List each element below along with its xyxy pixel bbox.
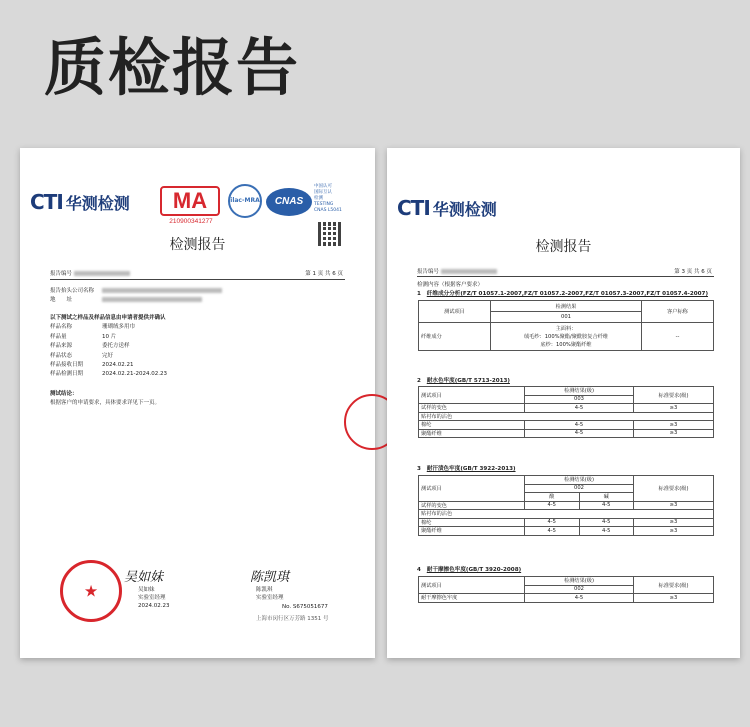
cell: 4-5: [579, 501, 634, 510]
section-num: 4: [417, 567, 421, 573]
col-header: 检测结果(级): [525, 476, 634, 485]
row-label: 棉纶: [419, 421, 525, 430]
table-row: [419, 412, 714, 421]
fiber-line: 底纱：100%聚酯纤维: [540, 341, 592, 348]
report-no: [50, 269, 130, 277]
cma-number: 210900341277: [169, 218, 213, 225]
water-fastness-table: [418, 386, 714, 438]
field-key: 样品状态: [50, 352, 73, 359]
ilac-text: ilac-MRA: [230, 197, 260, 204]
cell: ≥3: [634, 429, 714, 438]
signature-1: 吴如妹: [124, 570, 164, 585]
cell: ≥3: [634, 527, 714, 536]
fiber-result: [491, 323, 642, 351]
field-key: 样品检测日期: [50, 371, 84, 378]
row-label: 纤维成分: [419, 323, 491, 351]
col-header: 标准要求(级): [634, 577, 714, 594]
section-title-text: 纤维成分分析(FZ/T 01057.1-2007,FZ/T 01057.2-2007,FZ/T 01057.3-2007,FZ/T 01057.4-2007): [426, 291, 709, 297]
cell: ≥3: [634, 594, 714, 603]
field-value: 2024.02.21: [102, 362, 134, 369]
table-row: [419, 429, 714, 438]
page-heading: 质检报告: [44, 31, 301, 104]
section-title-text: 耐干摩擦色牢度(GB/T 3920-2008): [426, 567, 522, 573]
sample-id: 002: [525, 484, 634, 493]
section-num: 3: [417, 466, 421, 472]
cnas-line: CNAS L5041: [314, 208, 342, 213]
field-key: 样品名称: [50, 324, 73, 331]
cnas-logo-icon: CNAS: [266, 188, 312, 216]
cell: 4-5: [525, 421, 634, 430]
signer-2-name: 陈凯琪: [256, 587, 273, 593]
cnas-small-text: [314, 184, 342, 214]
cell: 4-5: [579, 527, 634, 536]
cell: ≥3: [634, 404, 714, 413]
section-3-title: [417, 464, 516, 472]
col-header: 测试项目: [419, 387, 525, 404]
sample-id: 003: [525, 395, 634, 404]
field-value: 2024.02.21-2024.02.23: [102, 371, 167, 378]
field-key: 样品来源: [50, 343, 73, 350]
table-row: [419, 594, 714, 603]
col-header: 客户标称: [642, 301, 714, 323]
field-value: 完好: [102, 352, 114, 359]
table-row: [419, 527, 714, 536]
cell: ≥3: [634, 518, 714, 527]
col-header: 检测结果(级): [525, 387, 634, 396]
report-results-page: [387, 148, 740, 658]
col-header: 检测结果: [491, 301, 642, 312]
page-info: 第 3 页 共 6 页: [674, 269, 712, 275]
col-header: 酸: [525, 493, 580, 502]
sample-id: 002: [525, 585, 634, 594]
signer-2-block: [256, 586, 284, 602]
report-no-label: 报告编号: [417, 269, 440, 275]
signer-2-role: 实验室经理: [256, 595, 284, 601]
page-info: 第 1 页 共 6 页: [305, 271, 343, 277]
report-title: 检测报告: [535, 239, 592, 255]
dry-rub-fastness-table: [418, 576, 714, 603]
row-label: 聚酯纤维: [419, 429, 525, 438]
signer-1-block: [138, 586, 170, 610]
cell: ≥3: [634, 421, 714, 430]
table-row: [419, 421, 714, 430]
field-row: [50, 342, 167, 351]
cti-logo: [30, 190, 130, 214]
content-label: 检测内容（根据客户要求）: [417, 282, 484, 288]
cnas-line: 国际互认: [314, 190, 332, 195]
field-value: 10 片: [102, 333, 117, 340]
sample-info: [50, 314, 167, 380]
sample-notice: 以下测试之样品及样品信息由申请者提供并确认: [50, 315, 166, 321]
row-label: 贴衬布的沾色: [419, 510, 714, 519]
cma-logo-icon: MA: [160, 186, 220, 216]
address-label: 地 址: [50, 297, 73, 304]
report-no: [417, 267, 497, 275]
fiber-line: 绒毛纱：100%聚酯/聚酰胺复合纤维: [523, 333, 609, 340]
client-info: [50, 287, 222, 306]
cell: 4-5: [525, 518, 580, 527]
signer-1-date: 2024.02.23: [138, 603, 170, 609]
ilac-mra-icon: [228, 184, 262, 218]
section-num: 1: [417, 291, 421, 297]
sample-id: 001: [491, 312, 642, 323]
table-row: [419, 501, 714, 510]
divider: [50, 279, 345, 280]
cell: ≥3: [634, 501, 714, 510]
table-row: [419, 404, 714, 413]
logo-cn-text: 华测检测: [65, 194, 130, 213]
cell: 4-5: [525, 501, 580, 510]
cell: 4-5: [525, 429, 634, 438]
field-row: [50, 323, 167, 332]
cell: 4-5: [525, 404, 634, 413]
field-key: 样品接收日期: [50, 362, 84, 369]
section-2-title: [417, 376, 510, 384]
row-label: 试样的变色: [419, 404, 525, 413]
row-label: 棉纶: [419, 518, 525, 527]
field-value: 委托方送样: [102, 343, 130, 350]
report-cover-page: [20, 148, 375, 658]
section-title-text: 耐汗渍色牢度(GB/T 3922-2013): [426, 466, 516, 472]
conclusion-text: 根据客户的申请要求，具体要求详见下一页。: [50, 400, 161, 407]
footer-address: 上海市闵行区万芳路 1351 号: [256, 616, 329, 622]
perspiration-fastness-table: [418, 475, 714, 536]
company-seal-icon: ★: [60, 560, 122, 622]
cell: 4-5: [525, 594, 634, 603]
cell: 4-5: [579, 518, 634, 527]
logo-cn-text: 华测检测: [432, 200, 497, 219]
signer-1-name: 吴如妹: [138, 587, 155, 593]
cnas-line: TESTING: [314, 202, 334, 207]
col-header: 测试项目: [419, 476, 525, 502]
document-number: No. S675051677: [282, 604, 328, 610]
cell: 4-5: [525, 527, 580, 536]
signer-1-role: 实验室经理: [138, 595, 166, 601]
col-header: 检测结果(级): [525, 577, 634, 586]
cnas-line: 中国认可: [314, 184, 332, 189]
divider: [417, 276, 714, 277]
conclusion: [50, 390, 160, 409]
client-value: --: [642, 323, 714, 351]
field-row: [50, 352, 167, 361]
signature-2: 陈凯琪: [250, 570, 290, 585]
cnas-line: 检测: [314, 196, 323, 201]
row-label: 耐干摩擦色牢度: [419, 594, 525, 603]
section-title-text: 耐水色牢度(GB/T 5713-2013): [426, 378, 510, 384]
table-row: [419, 510, 714, 519]
logo-cti-text: CTI: [30, 190, 63, 214]
col-header: 标准要求(级): [634, 387, 714, 404]
row-label: 试样的变色: [419, 501, 525, 510]
row-label: 聚酯纤维: [419, 527, 525, 536]
cti-logo: [397, 196, 497, 220]
cma-mark: [160, 186, 222, 225]
report-no-label: 报告编号: [50, 271, 73, 277]
client-label: 报告抬头公司名称: [50, 288, 95, 294]
section-4-title: [417, 565, 521, 573]
section-num: 2: [417, 378, 421, 384]
field-row: [50, 361, 167, 370]
field-key: 样品量: [50, 333, 67, 340]
field-row: [50, 333, 167, 342]
section-1-title: [417, 289, 708, 297]
logo-cti-text: CTI: [397, 196, 430, 220]
fiber-table: [418, 300, 714, 351]
col-header: 标准要求(级): [634, 476, 714, 502]
report-title: 检测报告: [169, 237, 226, 253]
conclusion-label: 测试结论：: [50, 391, 78, 397]
col-header: 碱: [579, 493, 634, 502]
table-row: [419, 518, 714, 527]
col-header: 测试项目: [419, 577, 525, 594]
field-row: [50, 370, 167, 379]
fiber-line: 主面料：: [555, 325, 577, 332]
field-value: 珊瑚绒多用巾: [102, 324, 136, 331]
col-header: 测试项目: [419, 301, 491, 323]
row-label: 贴衬布的沾色: [419, 412, 714, 421]
